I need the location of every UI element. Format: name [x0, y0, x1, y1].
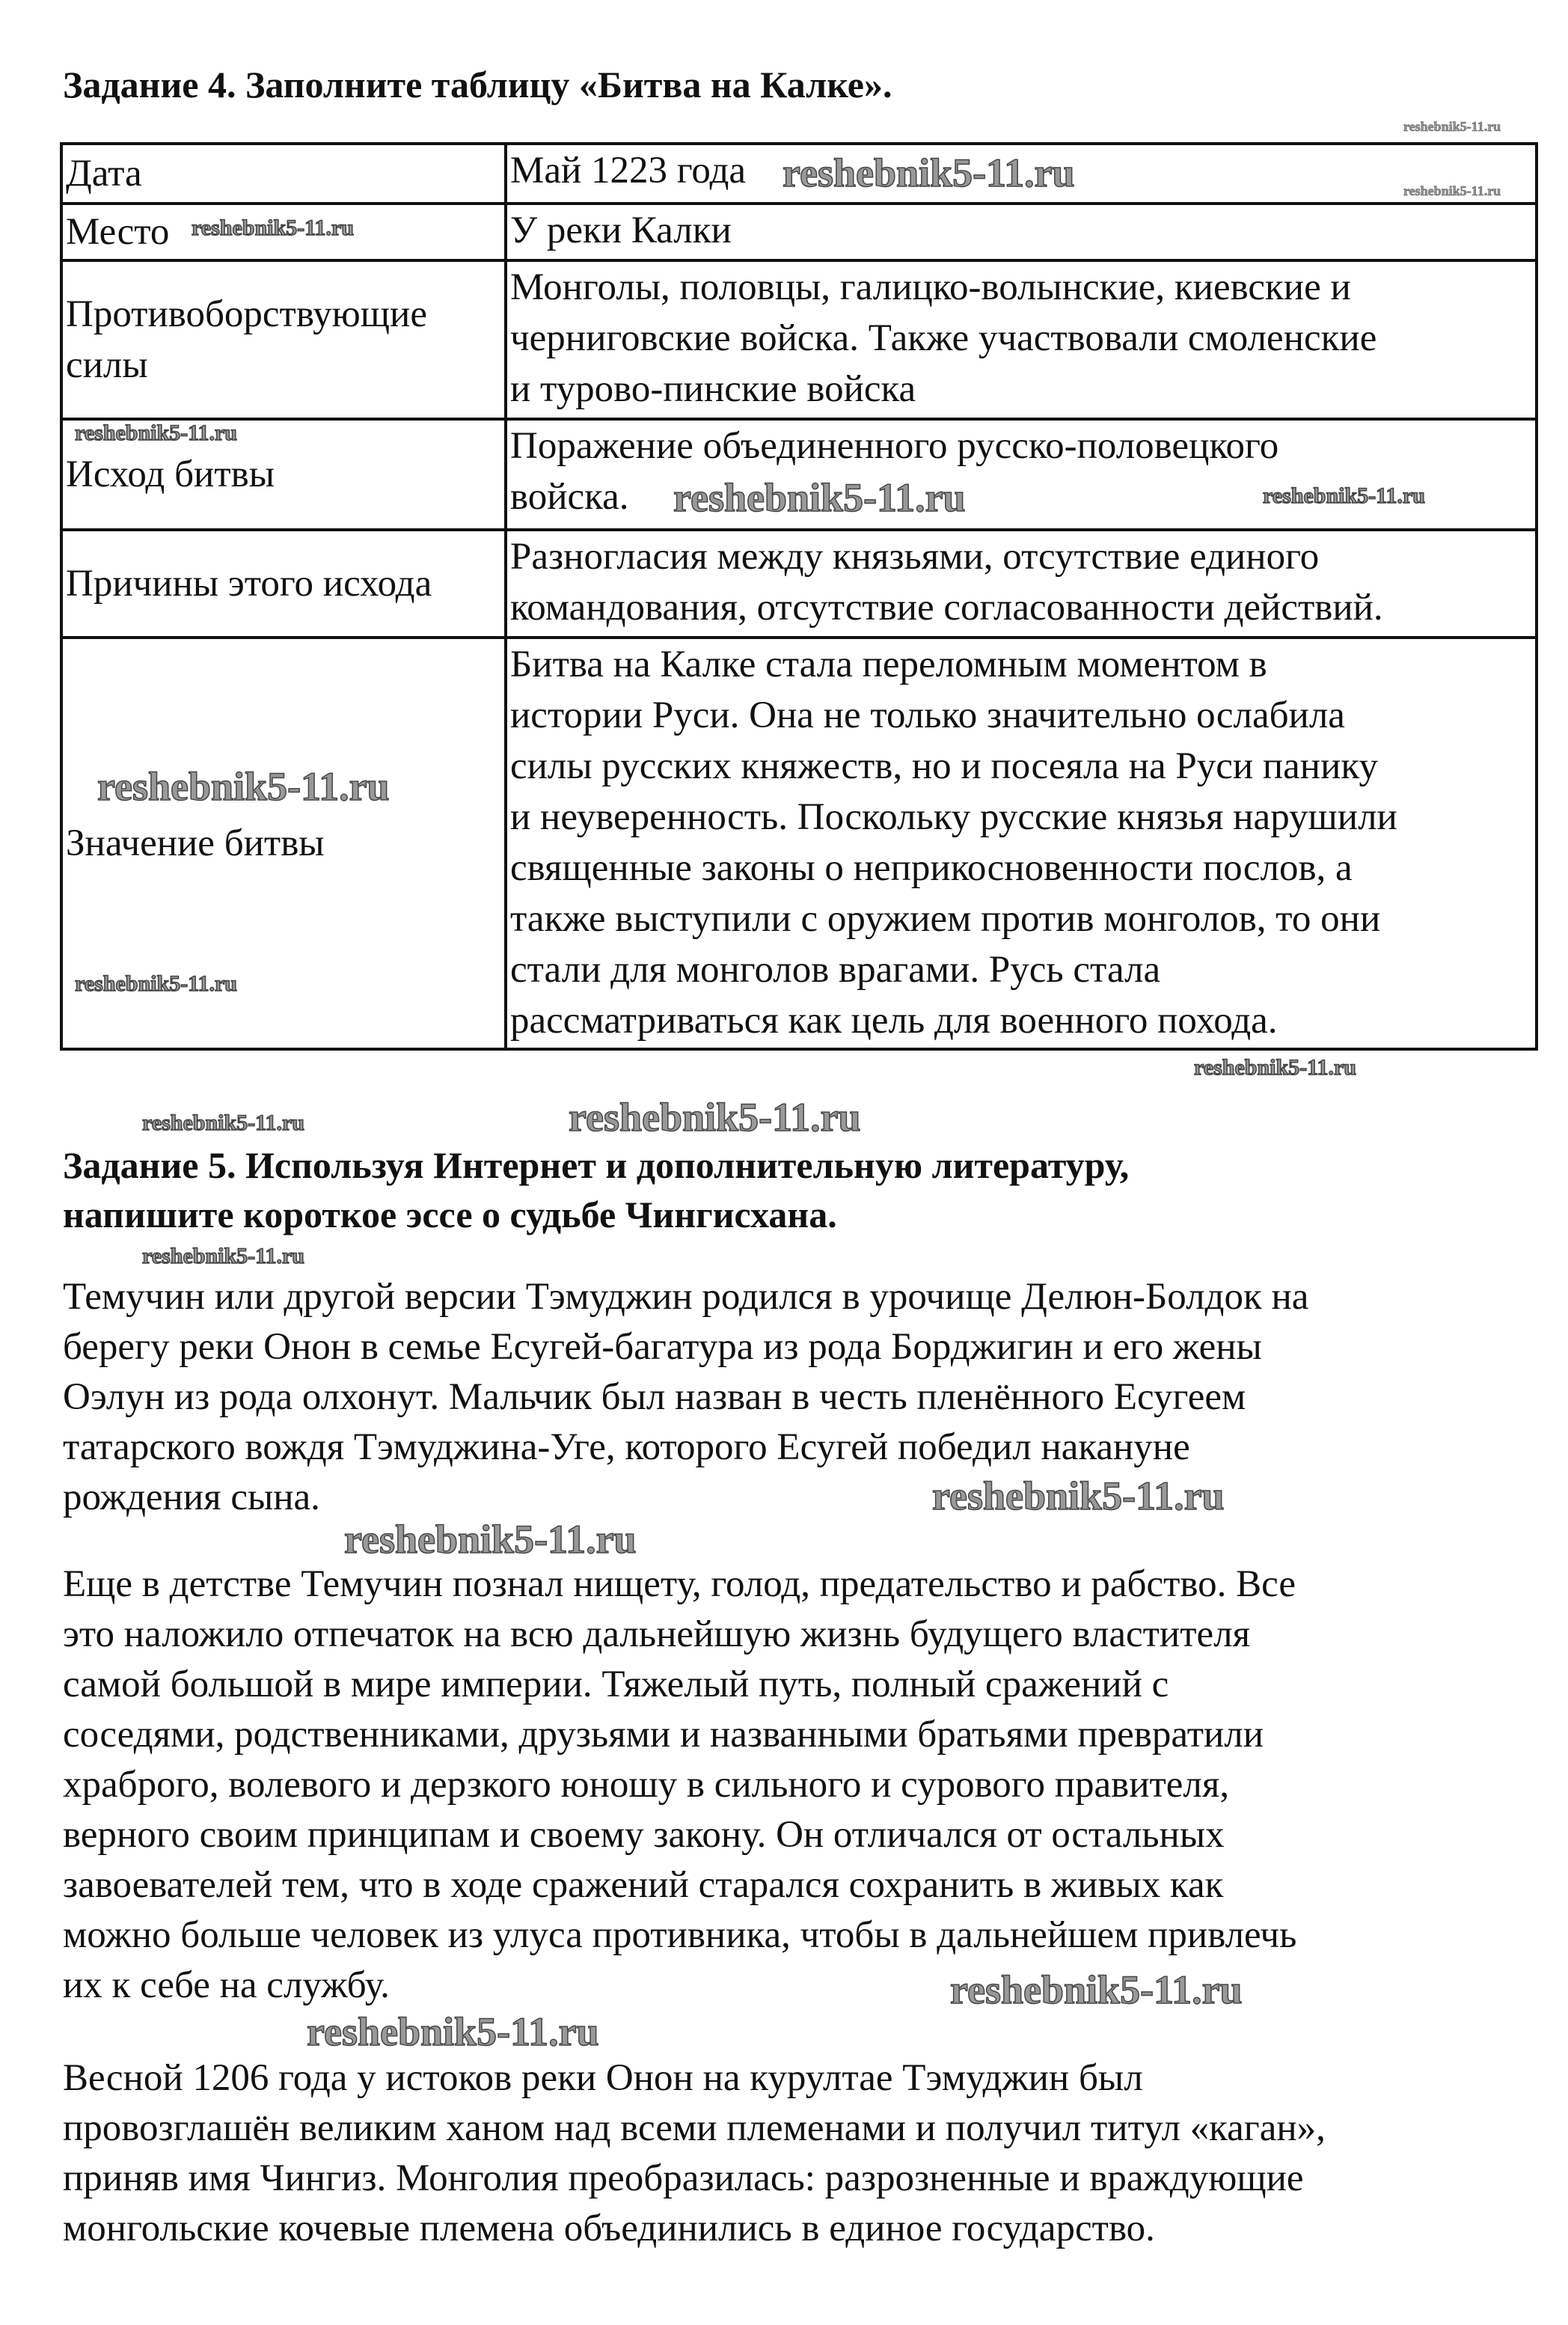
cell-text-line: Причины этого исхода [66, 563, 432, 605]
cell-text-line: Противоборствующие [66, 293, 427, 335]
cell-text-line: Битва на Калке стала переломным моментом в [510, 644, 1267, 685]
table-row [61, 260, 1537, 419]
watermark: reshebnik5-11.ru [950, 1967, 1243, 2012]
cell-text-line: Место [66, 211, 170, 253]
essay-line: Весной 1206 года у истоков реки Онон на курултае Тэмуджин был [63, 2057, 1143, 2099]
task4-title: Задание 4. Заполните таблицу «Битва на Калке». [63, 64, 892, 106]
row-value-cell [506, 419, 1537, 530]
cell-text-line: Май 1223 года [510, 150, 747, 192]
cell-text-line: Значение битвы [66, 822, 325, 864]
watermark: reshebnik5-11.ru [97, 764, 390, 809]
essay-paragraph-2 [63, 1559, 1296, 2011]
cell-text-line: Поражение объединенного русско-половецкого [510, 425, 1279, 467]
essay-line: приняв имя Чингиз. Монголия преобразилась: разрозненные и враждующие [63, 2157, 1304, 2199]
watermark: reshebnik5-11.ru [1403, 183, 1501, 198]
watermark: reshebnik5-11.ru [344, 1517, 637, 1562]
table-row [61, 530, 1537, 638]
task5-title: Задание 5. Используя Интернет и дополнительную литературу, напишите короткое эссе о судьбе Чингисхана. [63, 1144, 1130, 1235]
watermark: reshebnik5-11.ru [307, 2009, 599, 2054]
cell-text-line: также выступили с оружием против монголов, то они [510, 898, 1381, 940]
essay-line: Темучин или другой версии Тэмуджин родился в урочище Делюн-Болдок на [63, 1276, 1309, 1318]
essay-line: монгольские кочевые племена объединились в единое государство. [63, 2208, 1155, 2249]
row-label-cell [61, 530, 506, 638]
cell-text-line: и неуверенность. Поскольку русские князья нарушили [510, 796, 1397, 838]
row-value-cell [506, 530, 1537, 638]
essay-line: Еще в детстве Темучин познал нищету, голод, предательство и рабство. Все [63, 1563, 1296, 1605]
cell-text-line: Исход битвы [66, 453, 275, 495]
essay-line: завоевателей тем, что в ходе сражений старался сохранить в живых как [63, 1864, 1224, 1906]
essay-line: Оэлун из рода олхонут. Мальчик был назван в честь пленённого Есугеем [63, 1376, 1246, 1418]
cell-text-line: священные законы о неприкосновенности послов, а [510, 847, 1353, 889]
cell-text-line: и турово-пинские войска [510, 368, 916, 410]
cell-text-line: рассматриваться как цель для военного похода. [510, 1000, 1278, 1042]
cell-text-line: Монголы, половцы, галицко-волынские, киевские и [510, 266, 1351, 308]
essay-line: верного своим принципам и своему закону. Он отличался от остальных [63, 1814, 1225, 1856]
watermark: reshebnik5-11.ru [75, 421, 237, 445]
kalka-table [60, 142, 1538, 1051]
essay-line: провозглашён великим ханом над всеми племенами и получил титул «каган», [63, 2107, 1326, 2149]
watermark: reshebnik5-11.ru [569, 1095, 861, 1140]
essay-line: соседями, родственниками, друзьями и названными братьями превратили [63, 1714, 1264, 1756]
essay-line: рождения сына. [63, 1476, 320, 1518]
row-value-cell [506, 638, 1537, 1049]
essay-line: берегу реки Онон в семье Есугей-багатура из рода Борджигин и его жены [63, 1326, 1262, 1368]
watermark: reshebnik5-11.ru [75, 971, 237, 996]
cell-text-line: силы русских княжеств, но и посеяла на Руси панику [510, 745, 1378, 787]
watermark: reshebnik5-11.ru [1263, 483, 1425, 508]
watermark: reshebnik5-11.ru [142, 1244, 304, 1268]
cell-text-line: истории Руси. Она не только значительно ослабила [510, 694, 1345, 736]
essay-paragraph-3 [63, 2053, 1326, 2254]
cell-text-line: войска. [510, 476, 629, 518]
essay-line: это наложило отпечаток на всю дальнейшую жизнь будущего властителя [63, 1613, 1251, 1655]
watermark: reshebnik5-11.ru [1403, 119, 1501, 134]
watermark: reshebnik5-11.ru [142, 1110, 304, 1135]
watermark: reshebnik5-11.ru [673, 475, 966, 520]
row-label-cell [61, 260, 506, 419]
cell-text-line: У реки Калки [510, 210, 732, 251]
watermark: reshebnik5-11.ru [1194, 1055, 1356, 1080]
cell-text-line: Дата [66, 153, 142, 195]
watermark: reshebnik5-11.ru [783, 150, 1075, 195]
row-value-cell [506, 260, 1537, 419]
cell-text-line: силы [66, 344, 148, 386]
essay-line: храброго, волевого и дерзкого юношу в сильного и сурового правителя, [63, 1764, 1230, 1806]
essay-line: самой большой в мире империи. Тяжелый путь, полный сражений с [63, 1663, 1169, 1705]
watermark: reshebnik5-11.ru [192, 216, 354, 240]
watermark: reshebnik5-11.ru [932, 1473, 1225, 1518]
row-label-cell [61, 144, 506, 204]
essay-line: их к себе на службу. [63, 1964, 390, 2006]
cell-text-line: черниговские войска. Также участвовали смоленские [510, 317, 1377, 359]
row-value-cell [506, 204, 1537, 260]
table-row [61, 638, 1537, 1049]
cell-text-line: Разногласия между князьями, отсутствие единого [510, 536, 1320, 578]
cell-text-line: командования, отсутствие согласованности действий. [510, 587, 1383, 629]
cell-text-line: стали для монголов врагами. Русь стала [510, 949, 1161, 991]
essay-line: можно больше человек из улуса противника, чтобы в дальнейшем привлечь [63, 1914, 1297, 1956]
essay-line: татарского вождя Тэмуджина-Уге, которого Есугей победил накануне [63, 1426, 1190, 1468]
